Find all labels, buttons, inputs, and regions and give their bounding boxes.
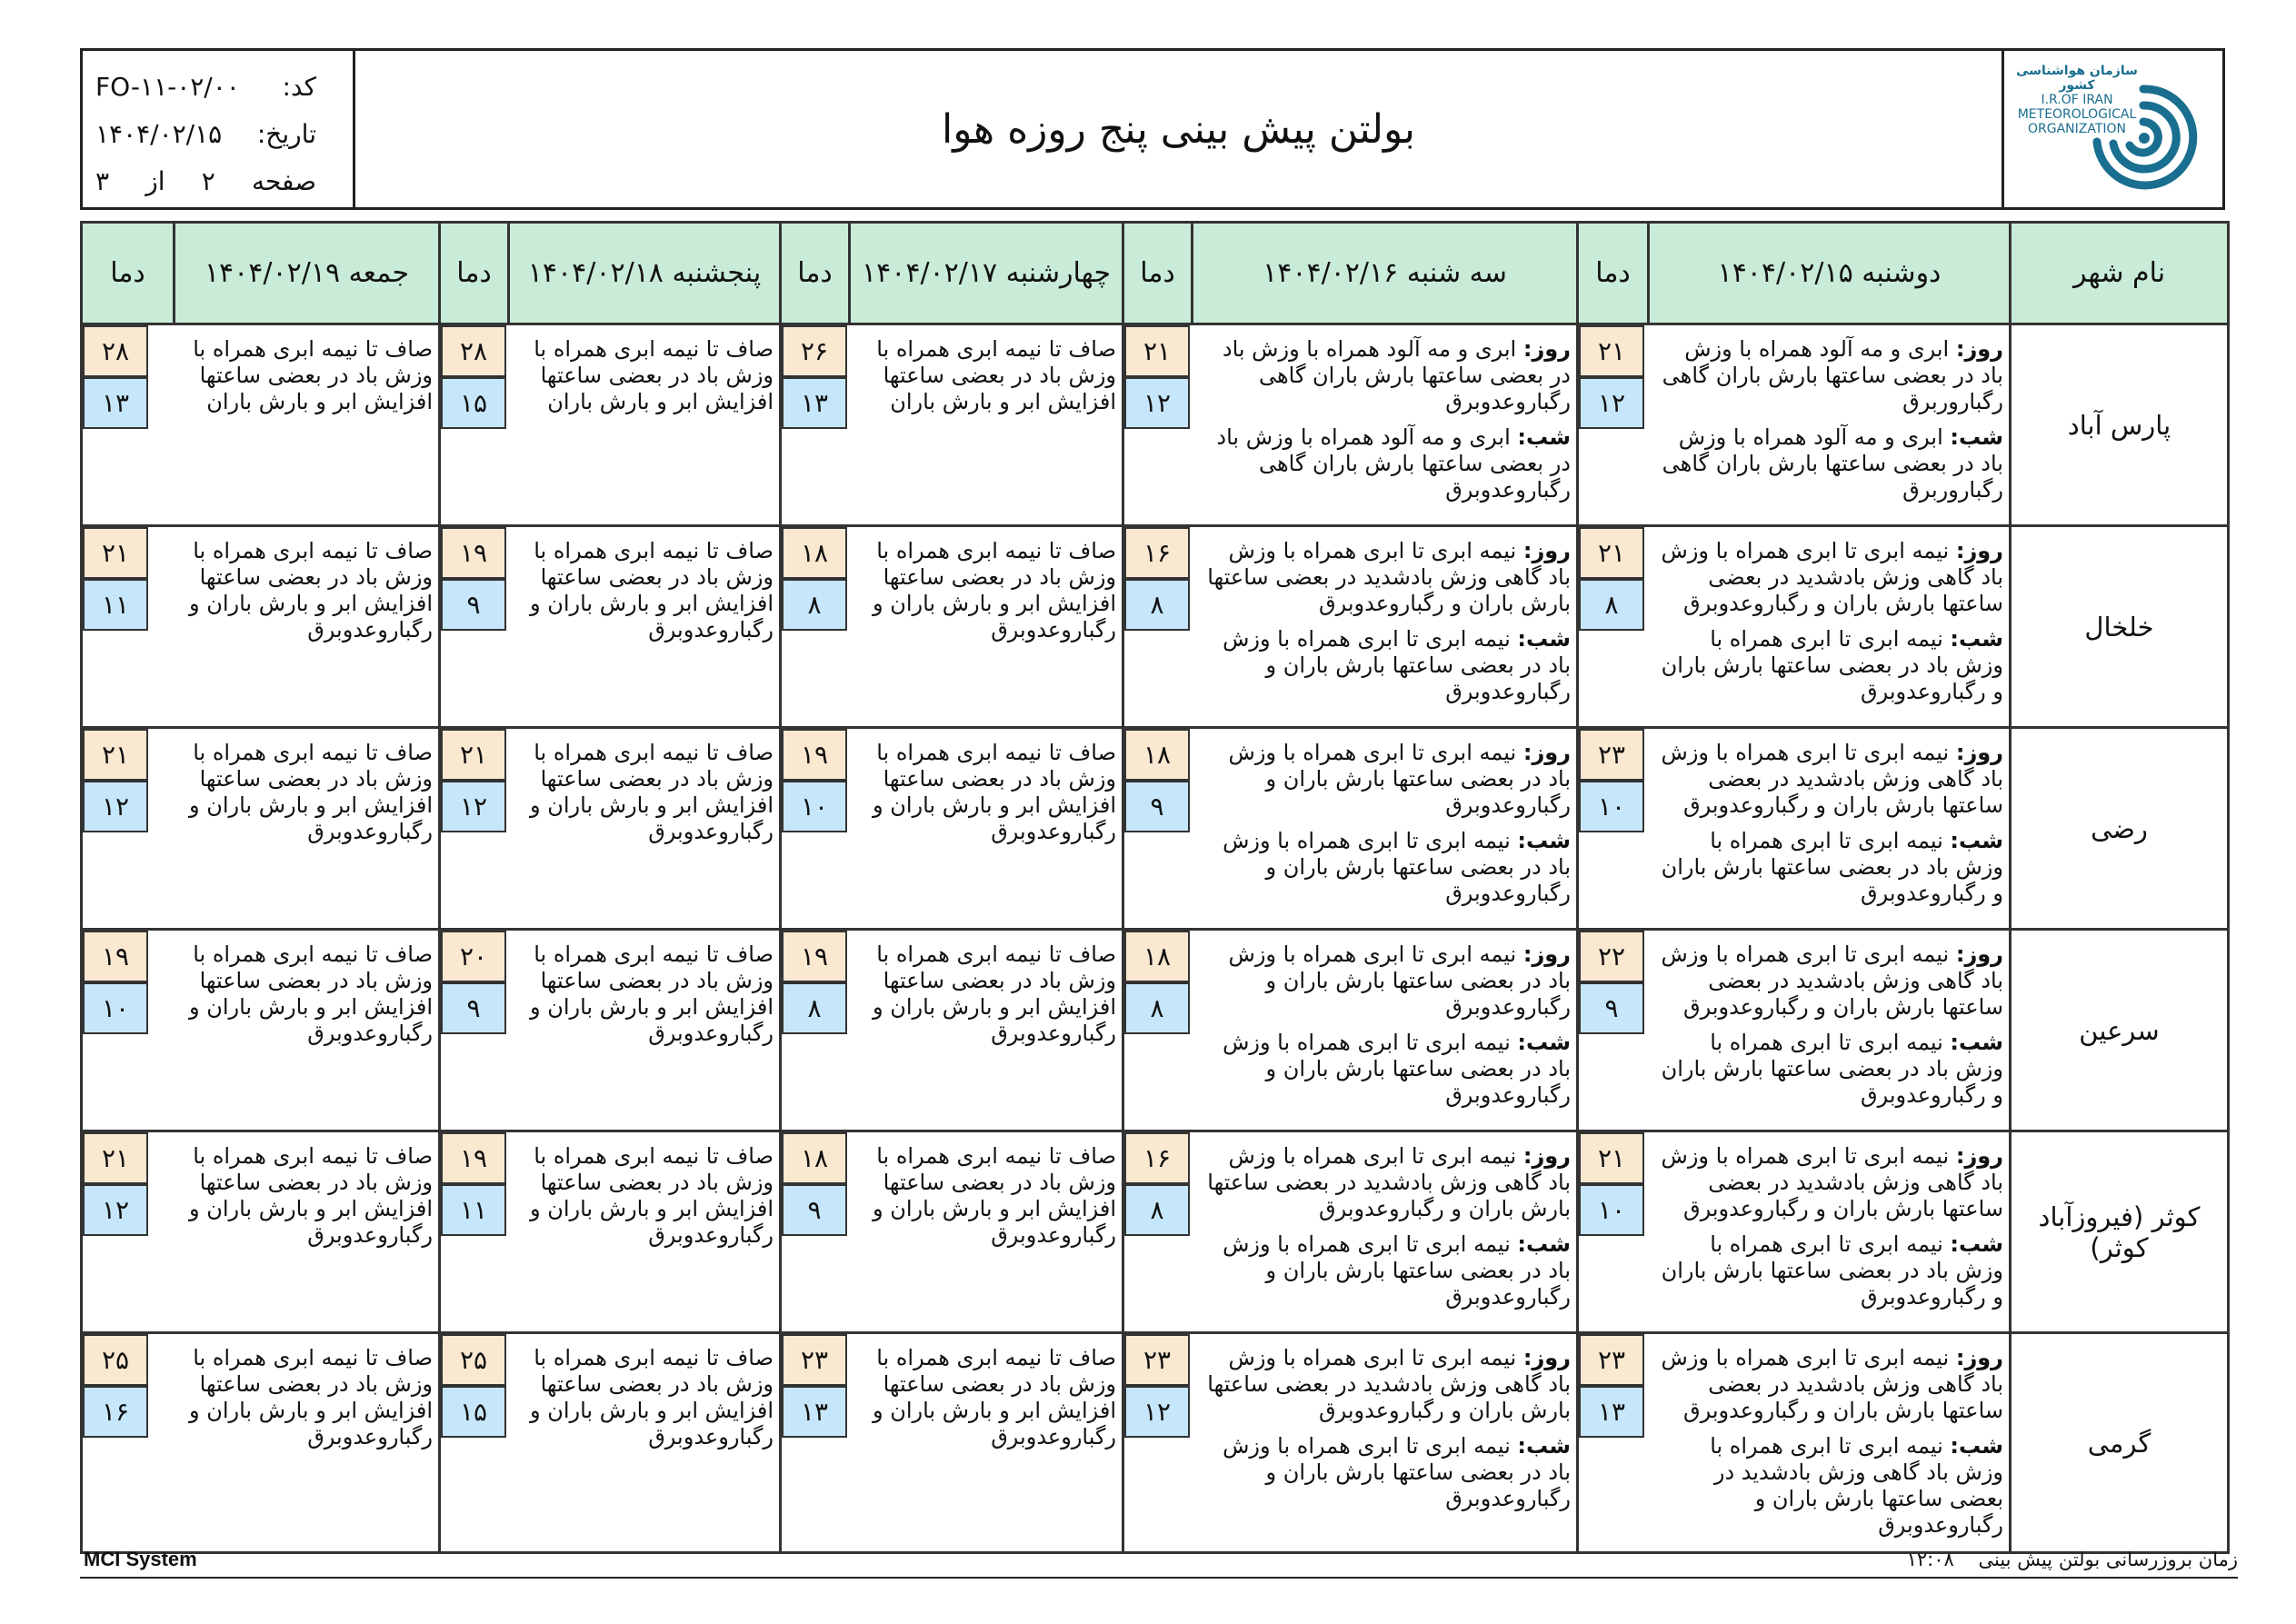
daytime-forecast [1656, 1345, 2004, 1424]
max-temperature: ۲۲ [1579, 931, 1644, 982]
day-header-4: پنجشنبه ۱۴۰۴/۰۲/۱۸ [509, 223, 781, 324]
forecast-description [850, 930, 1123, 1131]
forecast-text: نیمه ابری تا ابری همراه با وزش باد گاهی وزش بادشدید در بعضی ساعتها بارش باران و رگباروعدوبرق [1710, 1433, 2003, 1538]
daytime-forecast [1200, 1345, 1572, 1424]
date-row [95, 111, 316, 158]
forecast-description [175, 728, 440, 930]
max-temperature: ۲۳ [1579, 1334, 1644, 1386]
temperature-cell [82, 728, 175, 930]
forecast-description [1649, 324, 2011, 526]
forecast-description [850, 1333, 1123, 1553]
daytime-forecast [1200, 1143, 1572, 1222]
page-title: بولتن پیش بینی پنج روزه هوا [941, 105, 1416, 153]
max-temperature: ۱۹ [782, 931, 847, 982]
table-row [82, 1131, 2229, 1333]
forecast-description [509, 728, 781, 930]
min-temperature: ۱۰ [1579, 1184, 1644, 1236]
temperature-cell [82, 1333, 175, 1553]
forecast-text: نیمه ابری تا ابری همراه با وزش باد در بعضی ساعتها بارش باران و رگباروعدوبرق [1223, 828, 1571, 906]
temperature-cell [781, 324, 850, 526]
temp-header-3: دما [781, 223, 850, 324]
day-label: روز: [1522, 1345, 1571, 1370]
max-temperature: ۲۵ [441, 1334, 506, 1386]
max-temperature: ۱۸ [782, 527, 847, 579]
max-temperature: ۱۶ [1124, 527, 1190, 579]
forecast-text: نیمه ابری تا ابری همراه با وزش باد گاهی وزش بادشدید در بعضی ساعتها بارش باران و رگباروعدوبرق [1207, 538, 1571, 616]
min-temperature: ۸ [782, 579, 847, 631]
min-temperature: ۸ [782, 982, 847, 1034]
forecast-text: صاف تا نیمه ابری همراه با وزش باد در بعضی ساعتها افزایش ابر و بارش باران و رگباروعدوبرق [873, 538, 1116, 643]
max-temperature: ۱۹ [441, 1132, 506, 1184]
page-current: ۲ [201, 166, 215, 196]
footer-update-label: زمان بروزرسانی بولتن پیش بینی [1978, 1549, 2238, 1570]
temperature-cell [1123, 526, 1193, 728]
day-header-3: چهارشنبه ۱۴۰۴/۰۲/۱۷ [850, 223, 1123, 324]
min-temperature: ۱۲ [441, 781, 506, 832]
daytime-forecast [1656, 1143, 2004, 1222]
max-temperature: ۲۱ [83, 527, 148, 579]
nighttime-forecast [1656, 1231, 2004, 1310]
forecast-description [1193, 324, 1578, 526]
forecast-text: صاف تا نیمه ابری همراه با وزش باد در بعضی ساعتها افزایش ابر و بارش باران و رگباروعدوبرق [530, 538, 774, 643]
forecast-description [175, 1131, 440, 1333]
max-temperature: ۱۶ [1124, 1132, 1190, 1184]
forecast-description [1193, 526, 1578, 728]
footer-update [1907, 1549, 2238, 1570]
max-temperature: ۲۸ [83, 325, 148, 377]
night-label: شب: [1517, 828, 1571, 853]
daytime-forecast [1200, 336, 1572, 415]
temperature-cell [781, 526, 850, 728]
temperature-cell [1578, 526, 1649, 728]
forecast-text: نیمه ابری تا ابری همراه با وزش باد در بعضی ساعتها بارش باران و رگباروعدوبرق [1661, 626, 2003, 704]
city-header: نام شهر [2011, 223, 2229, 324]
night-label: شب: [1517, 1433, 1571, 1459]
footer-divider [80, 1577, 2238, 1579]
forecast-text: صاف تا نیمه ابری همراه با وزش باد در بعضی ساعتها افزایش ابر و بارش باران و رگباروعدوبرق [530, 1143, 774, 1248]
max-temperature: ۲۱ [441, 729, 506, 781]
day-label: روز: [1522, 336, 1571, 362]
page-row [95, 158, 316, 205]
min-temperature: ۱۲ [1579, 377, 1644, 429]
day-header-1: دوشنبه ۱۴۰۴/۰۲/۱۵ [1649, 223, 2011, 324]
max-temperature: ۱۸ [1124, 931, 1190, 982]
forecast-text: نیمه ابری تا ابری همراه با وزش باد در بعضی ساعتها بارش باران و رگباروعدوبرق [1223, 1433, 1571, 1511]
temperature-cell [1578, 1131, 1649, 1333]
forecast-text: صاف تا نیمه ابری همراه با وزش باد در بعضی ساعتها افزایش ابر و بارش باران [534, 336, 774, 414]
min-temperature: ۱۵ [441, 1386, 506, 1438]
night-label: شب: [1950, 1030, 2003, 1055]
min-temperature: ۱۲ [1124, 377, 1190, 429]
day-label: روز: [1522, 1143, 1571, 1169]
night-label: شب: [1950, 424, 2003, 450]
max-temperature: ۱۹ [782, 729, 847, 781]
daytime-forecast [1200, 740, 1572, 819]
nighttime-forecast [1200, 1231, 1572, 1310]
min-temperature: ۱۵ [441, 377, 506, 429]
forecast-text: صاف تا نیمه ابری همراه با وزش باد در بعضی ساعتها افزایش ابر و بارش باران و رگباروعدوبرق [189, 942, 433, 1046]
logo-spiral-icon [2084, 78, 2202, 196]
page-of: از [145, 166, 165, 196]
min-temperature: ۹ [1124, 781, 1190, 832]
temp-header-4: دما [440, 223, 509, 324]
min-temperature: ۱۳ [782, 377, 847, 429]
table-row [82, 930, 2229, 1131]
temp-header-1: دما [1578, 223, 1649, 324]
forecast-text: صاف تا نیمه ابری همراه با وزش باد در بعضی ساعتها افزایش ابر و بارش باران و رگباروعدوبرق [530, 740, 774, 844]
logo-text-en-1: I.R.OF IRAN [2041, 93, 2113, 107]
forecast-text: ابری و مه آلود همراه با وزش باد در بعضی ساعتها بارش باران گاهی رگباروربرق [1662, 424, 2003, 503]
date-value: ۱۴۰۴/۰۲/۱۵ [95, 119, 223, 149]
city-name: پارس آباد [2011, 324, 2229, 526]
table-row [82, 1333, 2229, 1553]
temperature-cell [82, 526, 175, 728]
city-name: سرعین [2011, 930, 2229, 1131]
forecast-description [1649, 1333, 2011, 1553]
night-label: شب: [1517, 626, 1571, 652]
forecast-text: ابری و مه آلود همراه با وزش باد در بعضی ساعتها بارش باران گاهی رگباروعدوبرق [1216, 424, 1571, 503]
forecast-text: صاف تا نیمه ابری همراه با وزش باد در بعضی ساعتها افزایش ابر و بارش باران [876, 336, 1116, 414]
forecast-text: صاف تا نیمه ابری همراه با وزش باد در بعضی ساعتها افزایش ابر و بارش باران و رگباروعدوبرق [873, 1345, 1116, 1450]
code-row [95, 64, 316, 111]
min-temperature: ۹ [441, 579, 506, 631]
forecast-text: ابری و مه آلود همراه با وزش باد در بعضی ساعتها بارش باران گاهی رگباروربرق [1662, 336, 2003, 414]
forecast-description [175, 1333, 440, 1553]
temperature-cell [1578, 1333, 1649, 1553]
forecast-description [1649, 728, 2011, 930]
temperature-cell [440, 930, 509, 1131]
nighttime-forecast [1656, 626, 2004, 705]
max-temperature: ۲۱ [83, 729, 148, 781]
temperature-cell [440, 526, 509, 728]
forecast-text: صاف تا نیمه ابری همراه با وزش باد در بعضی ساعتها افزایش ابر و بارش باران و رگباروعدوبرق [189, 740, 433, 844]
city-name: کوثر (فیروزآباد کوثر) [2011, 1131, 2229, 1333]
max-temperature: ۱۸ [782, 1132, 847, 1184]
forecast-text: صاف تا نیمه ابری همراه با وزش باد در بعضی ساعتها افزایش ابر و بارش باران و رگباروعدوبرق [189, 1345, 433, 1450]
min-temperature: ۹ [441, 982, 506, 1034]
forecast-description [509, 930, 781, 1131]
forecast-text: صاف تا نیمه ابری همراه با وزش باد در بعضی ساعتها افزایش ابر و بارش باران و رگباروعدوبرق [873, 942, 1116, 1046]
max-temperature: ۲۱ [1124, 325, 1190, 377]
night-label: شب: [1950, 828, 2003, 853]
min-temperature: ۸ [1124, 982, 1190, 1034]
forecast-description [175, 526, 440, 728]
document-meta [83, 51, 355, 207]
table-row [82, 526, 2229, 728]
table-row [82, 728, 2229, 930]
temperature-cell [1578, 930, 1649, 1131]
forecast-description [1193, 1333, 1578, 1553]
min-temperature: ۱۲ [1124, 1386, 1190, 1438]
forecast-text: نیمه ابری تا ابری همراه با وزش باد در بعضی ساعتها بارش باران و رگباروعدوبرق [1661, 1231, 2003, 1310]
day-label: روز: [1522, 942, 1571, 967]
day-label: روز: [1522, 740, 1571, 765]
city-name: گرمی [2011, 1333, 2229, 1553]
forecast-text: نیمه ابری تا ابری همراه با وزش باد گاهی وزش بادشدید در بعضی ساعتها بارش باران و رگباروعدوبرق [1661, 1345, 2003, 1423]
day-label: روز: [1955, 1143, 2003, 1169]
day-label: روز: [1955, 336, 2003, 362]
daytime-forecast [1656, 538, 2004, 617]
code-value: FO-۱۱-۰۲/۰۰ [95, 72, 240, 102]
night-label: شب: [1950, 1231, 2003, 1257]
daytime-forecast [1656, 740, 2004, 819]
night-label: شب: [1517, 1231, 1571, 1257]
forecast-description [509, 526, 781, 728]
temperature-cell [781, 930, 850, 1131]
forecast-description [850, 324, 1123, 526]
forecast-table [80, 221, 2230, 1554]
nighttime-forecast [1200, 424, 1572, 503]
forecast-description [1193, 930, 1578, 1131]
min-temperature: ۱۰ [782, 781, 847, 832]
logo-text-en-3: ORGANIZATION [2027, 122, 2127, 136]
temperature-cell [440, 324, 509, 526]
forecast-description [175, 930, 440, 1131]
temperature-cell [781, 1333, 850, 1553]
night-label: شب: [1517, 1030, 1571, 1055]
forecast-description [509, 324, 781, 526]
min-temperature: ۱۱ [83, 579, 148, 631]
min-temperature: ۸ [1124, 579, 1190, 631]
temperature-cell [440, 1131, 509, 1333]
max-temperature: ۲۸ [441, 325, 506, 377]
max-temperature: ۲۵ [83, 1334, 148, 1386]
max-temperature: ۲۱ [83, 1132, 148, 1184]
forecast-text: نیمه ابری تا ابری همراه با وزش باد در بعضی ساعتها بارش باران و رگباروعدوبرق [1228, 740, 1571, 818]
forecast-text: صاف تا نیمه ابری همراه با وزش باد در بعضی ساعتها افزایش ابر و بارش باران و رگباروعدوبرق [530, 1345, 774, 1450]
page-total: ۳ [95, 166, 110, 196]
forecast-description [509, 1333, 781, 1553]
max-temperature: ۲۱ [1579, 1132, 1644, 1184]
forecast-text: صاف تا نیمه ابری همراه با وزش باد در بعضی ساعتها افزایش ابر و بارش باران [193, 336, 433, 414]
temp-header-2: دما [1123, 223, 1193, 324]
forecast-description [850, 526, 1123, 728]
day-label: روز: [1955, 538, 2003, 563]
forecast-description [1649, 1131, 2011, 1333]
max-temperature: ۲۱ [1579, 325, 1644, 377]
temperature-cell [440, 728, 509, 930]
temperature-cell [82, 324, 175, 526]
forecast-text: نیمه ابری تا ابری همراه با وزش باد گاهی وزش بادشدید در بعضی ساعتها بارش باران و رگباروعدوبرق [1661, 1143, 2003, 1221]
forecast-text: نیمه ابری تا ابری همراه با وزش باد گاهی وزش بادشدید در بعضی ساعتها بارش باران و رگباروعدوبرق [1207, 1143, 1571, 1221]
forecast-text: نیمه ابری تا ابری همراه با وزش باد در بعضی ساعتها بارش باران و رگباروعدوبرق [1661, 828, 2003, 906]
forecast-description [175, 324, 440, 526]
forecast-text: نیمه ابری تا ابری همراه با وزش باد در بعضی ساعتها بارش باران و رگباروعدوبرق [1223, 626, 1571, 704]
min-temperature: ۱۰ [83, 982, 148, 1034]
max-temperature: ۲۳ [782, 1334, 847, 1386]
temperature-cell [781, 728, 850, 930]
temperature-cell [1123, 324, 1193, 526]
max-temperature: ۱۹ [83, 931, 148, 982]
city-name: خلخال [2011, 526, 2229, 728]
max-temperature: ۲۳ [1579, 729, 1644, 781]
forecast-text: صاف تا نیمه ابری همراه با وزش باد در بعضی ساعتها افزایش ابر و بارش باران و رگباروعدوبرق [873, 1143, 1116, 1248]
day-label: روز: [1955, 1345, 2003, 1370]
min-temperature: ۱۱ [441, 1184, 506, 1236]
forecast-text: نیمه ابری تا ابری همراه با وزش باد گاهی وزش بادشدید در بعضی ساعتها بارش باران و رگباروعدوبرق [1661, 538, 2003, 616]
min-temperature: ۸ [1124, 1184, 1190, 1236]
nighttime-forecast [1656, 1433, 2004, 1539]
temperature-cell [1123, 1333, 1193, 1553]
date-label: تاریخ: [256, 119, 316, 149]
min-temperature: ۸ [1579, 579, 1644, 631]
table-row [82, 324, 2229, 526]
nighttime-forecast [1200, 626, 1572, 705]
temperature-cell [1578, 324, 1649, 526]
temperature-cell [1123, 728, 1193, 930]
min-temperature: ۱۳ [1579, 1386, 1644, 1438]
night-label: شب: [1950, 626, 2003, 652]
day-label: روز: [1522, 538, 1571, 563]
forecast-text: نیمه ابری تا ابری همراه با وزش باد در بعضی ساعتها بارش باران و رگباروعدوبرق [1661, 1030, 2003, 1108]
day-label: روز: [1955, 740, 2003, 765]
temperature-cell [1123, 930, 1193, 1131]
forecast-text: صاف تا نیمه ابری همراه با وزش باد در بعضی ساعتها افزایش ابر و بارش باران و رگباروعدوبرق [189, 538, 433, 643]
forecast-description [850, 728, 1123, 930]
forecast-text: صاف تا نیمه ابری همراه با وزش باد در بعضی ساعتها افزایش ابر و بارش باران و رگباروعدوبرق [189, 1143, 433, 1248]
max-temperature: ۱۸ [1124, 729, 1190, 781]
min-temperature: ۹ [782, 1184, 847, 1236]
min-temperature: ۱۲ [83, 781, 148, 832]
nighttime-forecast [1656, 424, 2004, 503]
forecast-text: صاف تا نیمه ابری همراه با وزش باد در بعضی ساعتها افزایش ابر و بارش باران و رگباروعدوبرق [873, 740, 1116, 844]
day-header-2: سه شنبه ۱۴۰۴/۰۲/۱۶ [1193, 223, 1578, 324]
forecast-description [1193, 728, 1578, 930]
nighttime-forecast [1200, 1433, 1572, 1512]
min-temperature: ۱۰ [1579, 781, 1644, 832]
day-label: روز: [1955, 942, 2003, 967]
min-temperature: ۹ [1579, 982, 1644, 1034]
daytime-forecast [1200, 538, 1572, 617]
temperature-cell [1578, 728, 1649, 930]
forecast-text: نیمه ابری تا ابری همراه با وزش باد در بعضی ساعتها بارش باران و رگباروعدوبرق [1228, 942, 1571, 1020]
nighttime-forecast [1200, 1030, 1572, 1109]
nighttime-forecast [1656, 828, 2004, 907]
logo-text-en-2: METEOROLOGICAL [2017, 107, 2137, 122]
daytime-forecast [1656, 942, 2004, 1021]
daytime-forecast [1656, 336, 2004, 415]
max-temperature: ۲۱ [1579, 527, 1644, 579]
nighttime-forecast [1656, 1030, 2004, 1109]
max-temperature: ۲۰ [441, 931, 506, 982]
forecast-text: نیمه ابری تا ابری همراه با وزش باد در بعضی ساعتها بارش باران و رگباروعدوبرق [1223, 1231, 1571, 1310]
footer-system: MCI System [84, 1548, 197, 1570]
table-header-row [82, 223, 2229, 324]
min-temperature: ۱۶ [83, 1386, 148, 1438]
organization-logo [2002, 51, 2222, 207]
temperature-cell [781, 1131, 850, 1333]
temp-header-5: دما [82, 223, 175, 324]
forecast-text: نیمه ابری تا ابری همراه با وزش باد گاهی وزش بادشدید در بعضی ساعتها بارش باران و رگباروعدوبرق [1661, 942, 2003, 1020]
temperature-cell [1123, 1131, 1193, 1333]
min-temperature: ۱۲ [83, 1184, 148, 1236]
footer-update-time: ۱۲:۰۸ [1906, 1549, 1954, 1570]
min-temperature: ۱۳ [83, 377, 148, 429]
forecast-text: نیمه ابری تا ابری همراه با وزش باد در بعضی ساعتها بارش باران و رگباروعدوبرق [1223, 1030, 1571, 1108]
night-label: شب: [1950, 1433, 2003, 1459]
min-temperature: ۱۳ [782, 1386, 847, 1438]
temperature-cell [82, 1131, 175, 1333]
forecast-text: نیمه ابری تا ابری همراه با وزش باد گاهی وزش بادشدید در بعضی ساعتها بارش باران و رگباروعدوبرق [1207, 1345, 1571, 1423]
city-name: رضی [2011, 728, 2229, 930]
max-temperature: ۲۳ [1124, 1334, 1190, 1386]
max-temperature: ۲۶ [782, 325, 847, 377]
forecast-description [850, 1131, 1123, 1333]
temperature-cell [82, 930, 175, 1131]
bulletin-header [80, 48, 2225, 210]
forecast-text: ابری و مه آلود همراه با وزش باد در بعضی ساعتها بارش باران گاهی رگباروعدوبرق [1222, 336, 1571, 414]
forecast-description [1193, 1131, 1578, 1333]
daytime-forecast [1200, 942, 1572, 1021]
day-header-5: جمعه ۱۴۰۴/۰۲/۱۹ [175, 223, 440, 324]
nighttime-forecast [1200, 828, 1572, 907]
max-temperature: ۱۹ [441, 527, 506, 579]
page-label: صفحه [251, 166, 316, 196]
night-label: شب: [1517, 424, 1571, 450]
logo-text-fa: سازمان هواشناسی کشور [2016, 64, 2138, 93]
forecast-description [1649, 930, 2011, 1131]
forecast-description [509, 1131, 781, 1333]
forecast-text: صاف تا نیمه ابری همراه با وزش باد در بعضی ساعتها افزایش ابر و بارش باران و رگباروعدوبرق [530, 942, 774, 1046]
temperature-cell [440, 1333, 509, 1553]
forecast-description [1649, 526, 2011, 728]
forecast-text: نیمه ابری تا ابری همراه با وزش باد گاهی وزش بادشدید در بعضی ساعتها بارش باران و رگباروعدوبرق [1661, 740, 2003, 818]
code-label: کد: [282, 72, 316, 102]
